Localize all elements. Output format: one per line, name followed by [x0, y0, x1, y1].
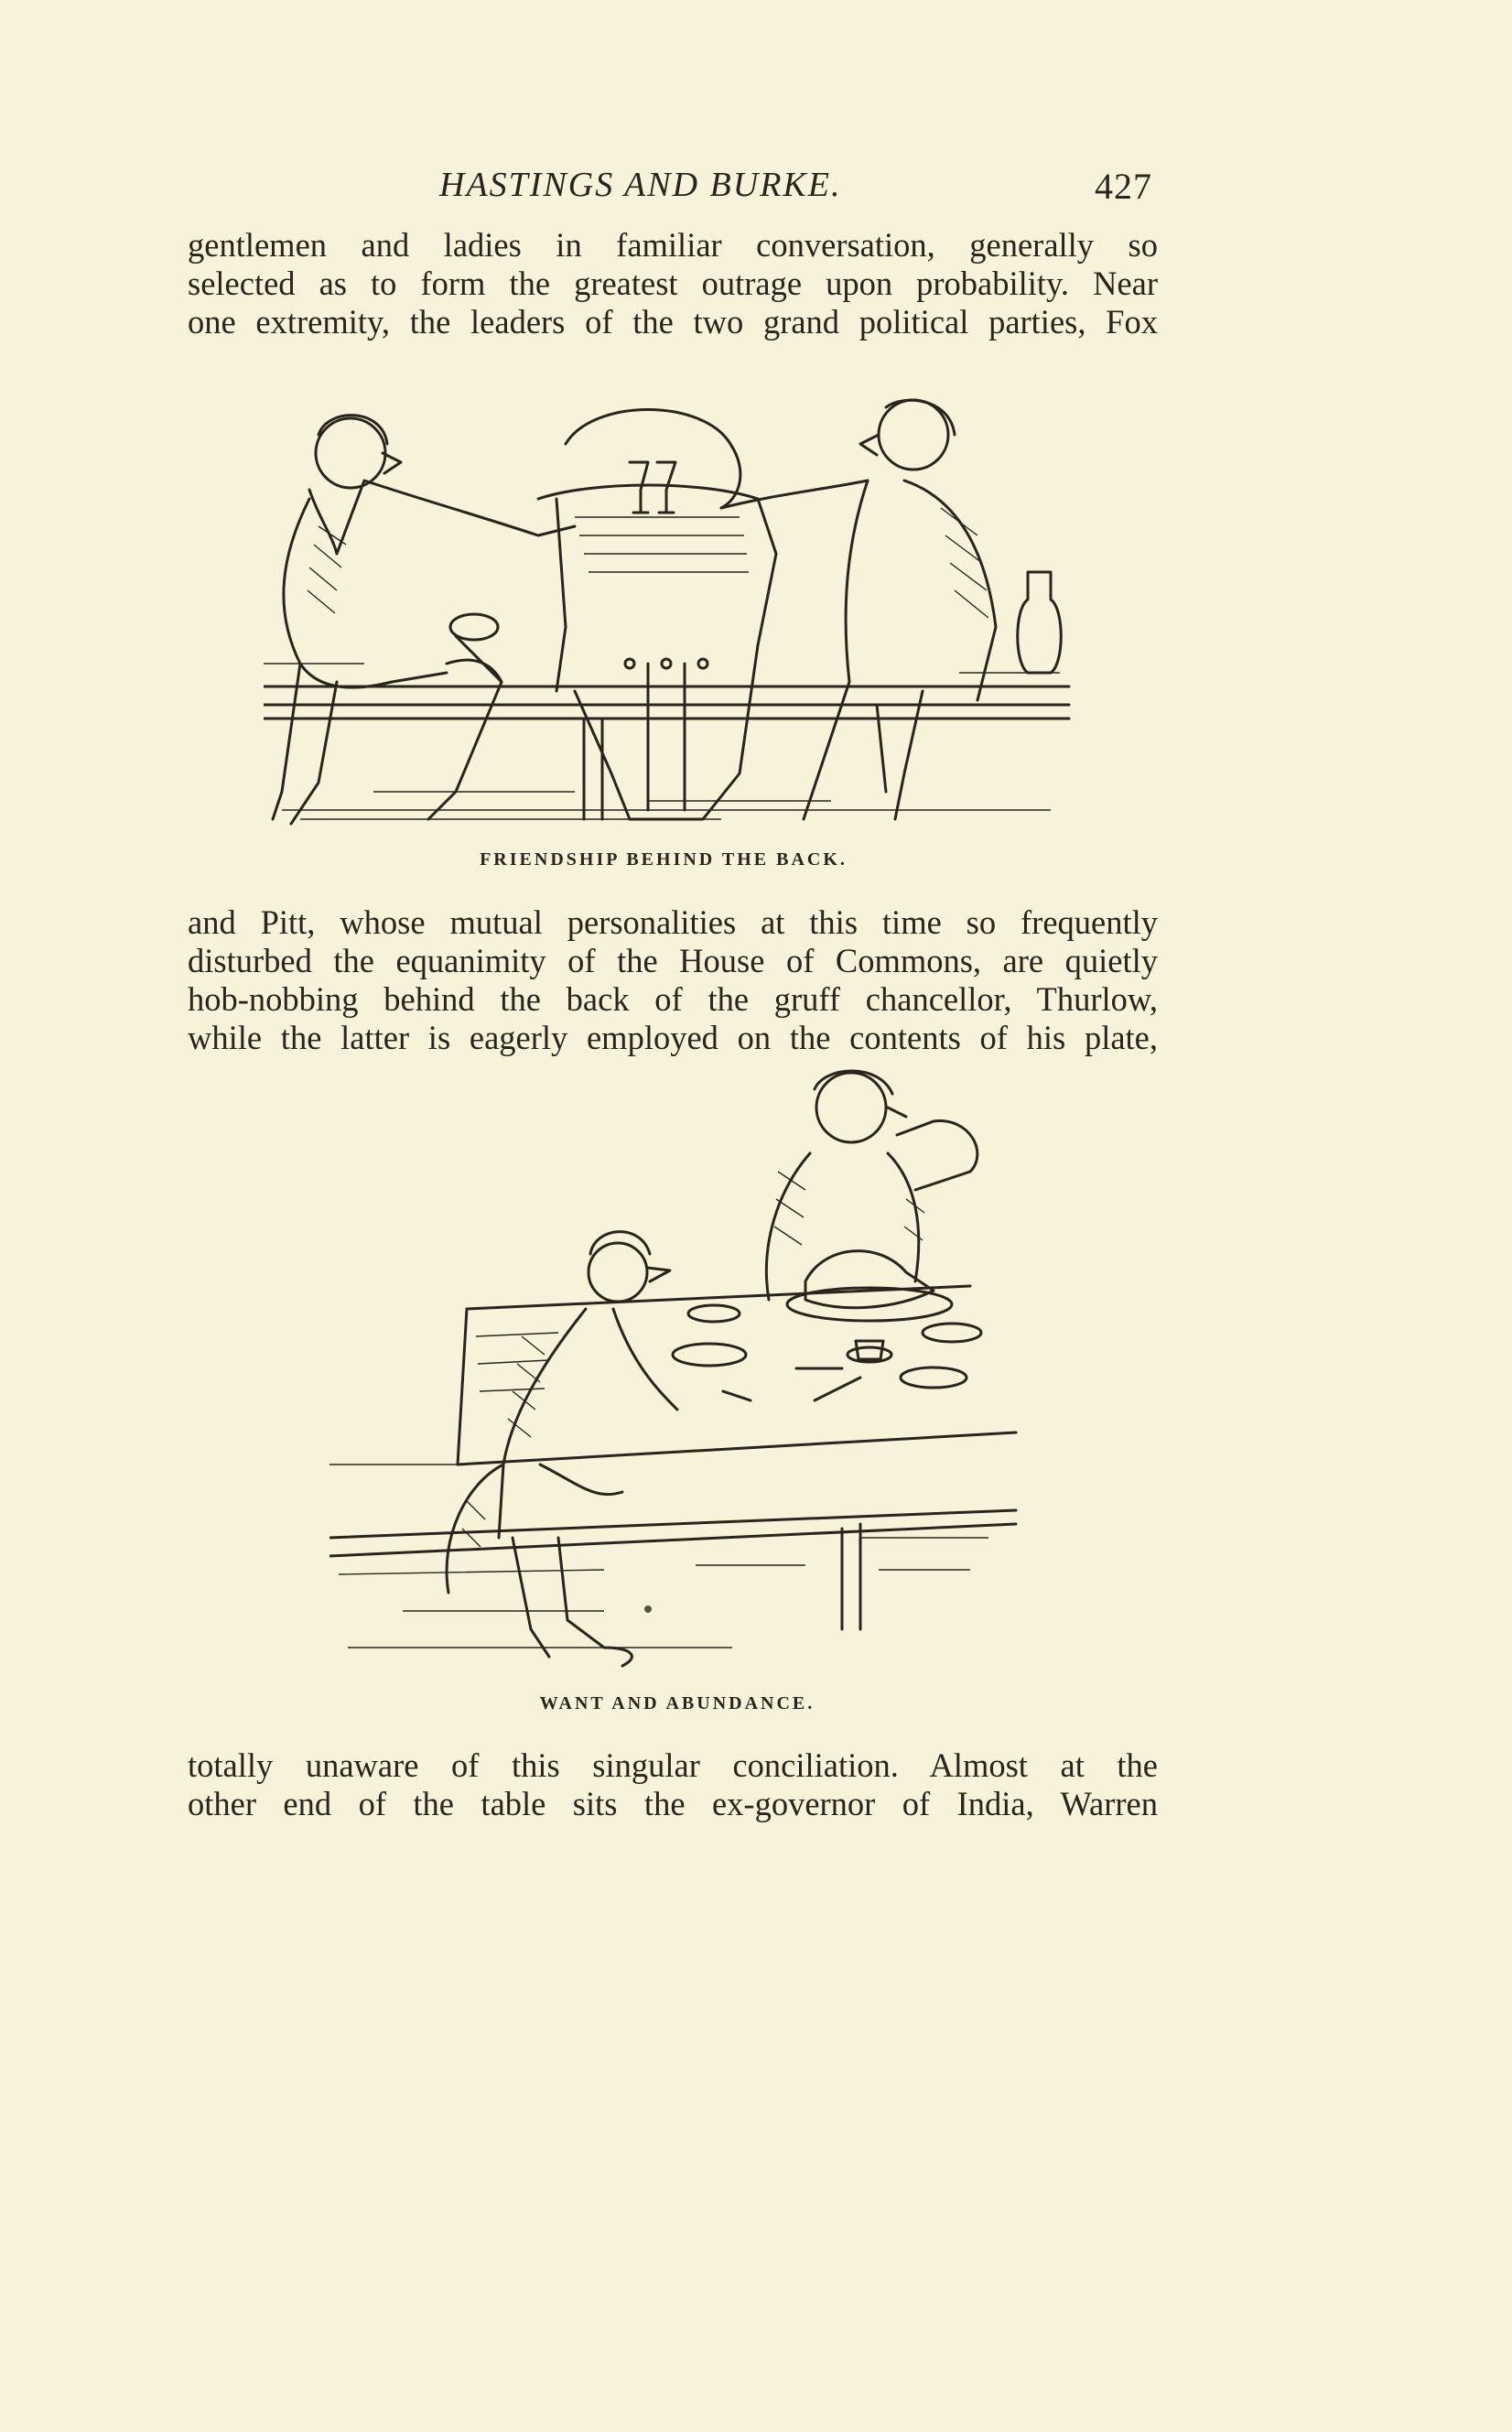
text-line: one extremity, the leaders of the two grand political parties, Fox — [188, 303, 1158, 340]
paragraph-3 — [188, 1746, 1158, 1823]
text-line: hob-nobbing behind the back of the gruff chancellor, Thurlow, — [188, 980, 1158, 1018]
illustration-friendship-behind-the-back — [264, 389, 1078, 838]
figure-caption: FRIENDSHIP BEHIND THE BACK. — [480, 849, 848, 870]
text-line: selected as to form the greatest outrage upon probability. Near — [188, 265, 1158, 302]
engraving-want-abundance — [329, 1062, 1025, 1689]
text-line: while the latter is eagerly employed on the contents of his plate, — [188, 1019, 1158, 1056]
text-line: gentlemen and ladies in familiar conversation, generally so — [188, 226, 1158, 264]
paragraph-2 — [188, 903, 1158, 1057]
text-line: disturbed the equanimity of the House of Commons, are quietly — [188, 942, 1158, 979]
running-head-title: HASTINGS AND BURKE. — [439, 166, 842, 204]
text-line: other end of the table sits the ex-governor of India, Warren — [188, 1785, 1158, 1822]
page-number: 427 — [1095, 166, 1152, 207]
illustration-want-and-abundance — [329, 1062, 1025, 1689]
figure-caption: WANT AND ABUNDANCE. — [539, 1693, 815, 1713]
text-line: and Pitt, whose mutual personalities at this time so frequently — [188, 903, 1158, 941]
paragraph-1 — [188, 226, 1158, 341]
text-line: totally unaware of this singular conciliation. Almost at the — [188, 1746, 1158, 1784]
engraving-friendship — [264, 389, 1078, 838]
